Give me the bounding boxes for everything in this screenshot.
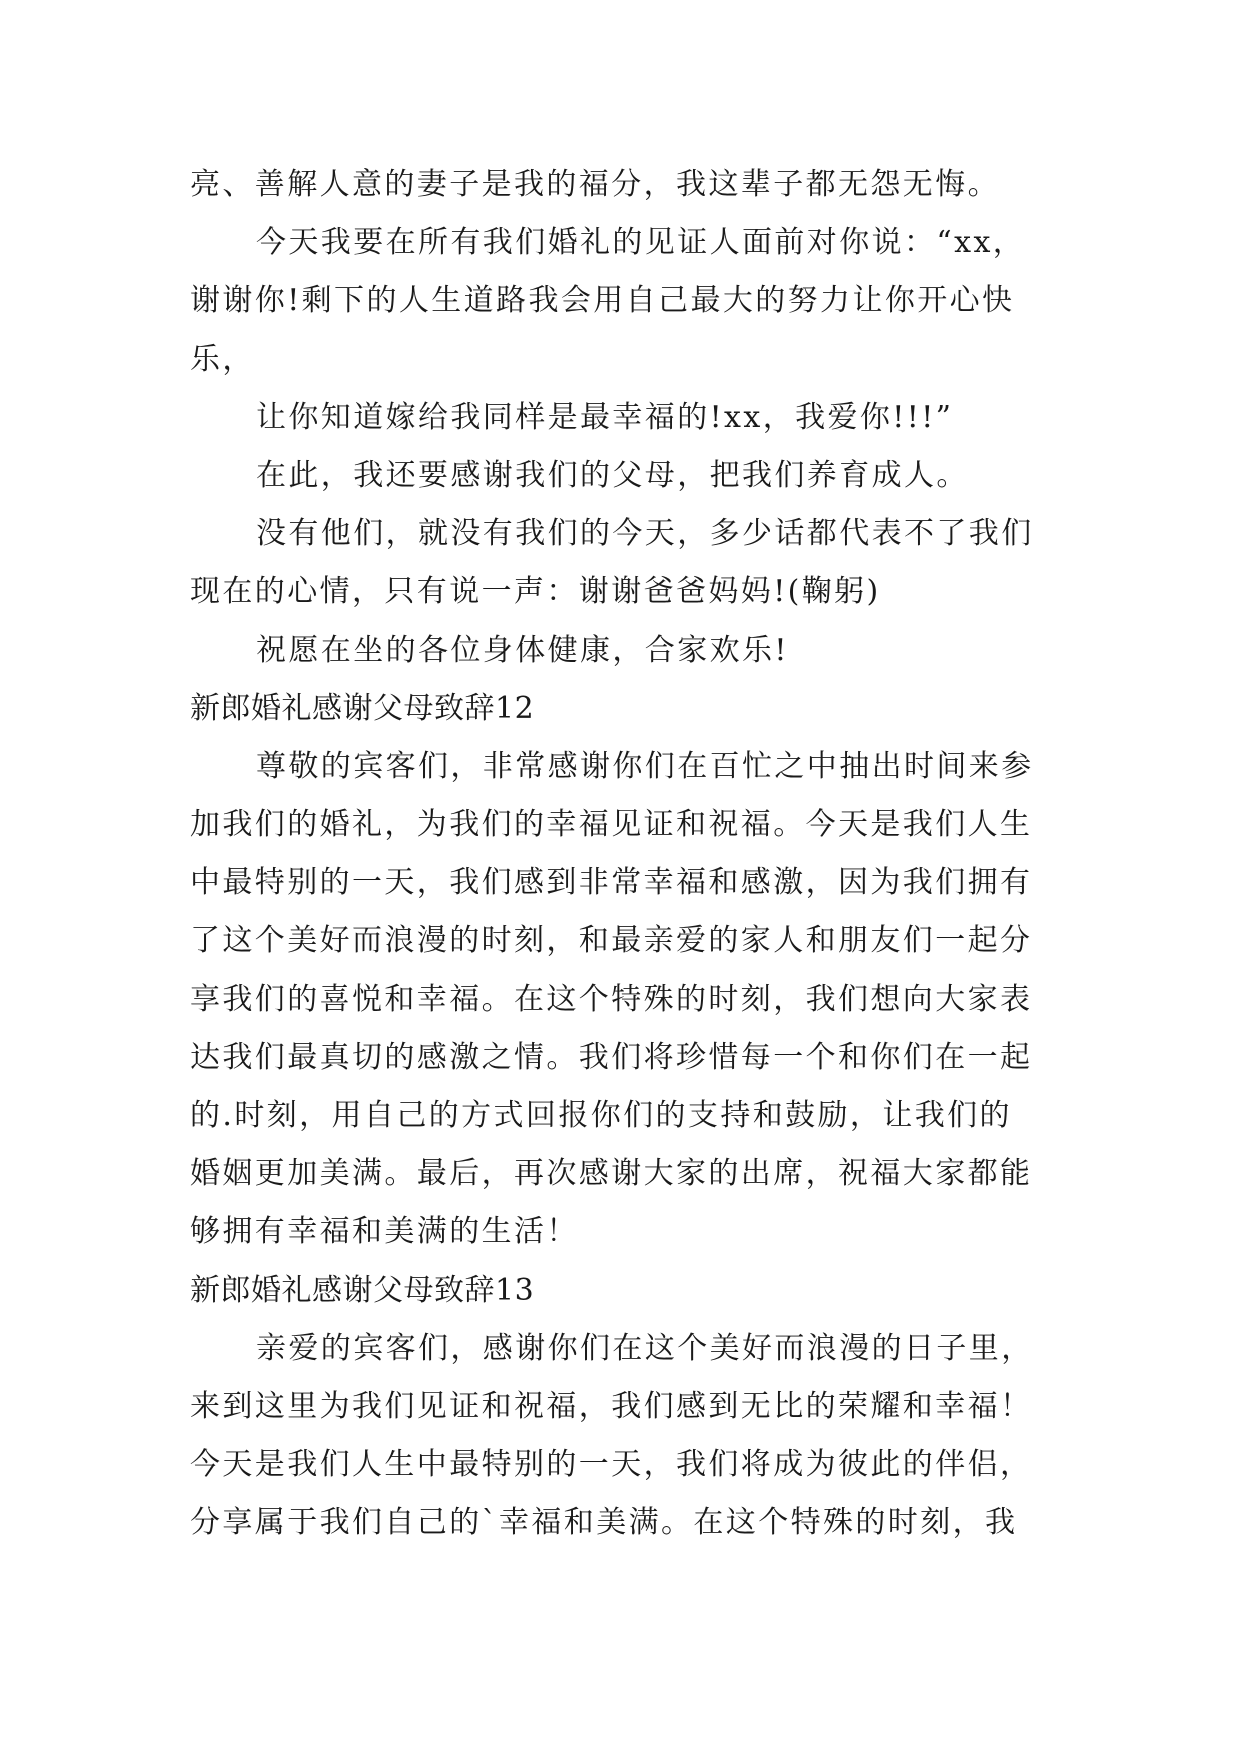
paragraph-line: 中最特别的一天，我们感到非常幸福和感激，因为我们拥有: [190, 865, 1033, 901]
paragraph-line: 祝愿在坐的各位身体健康，合家欢乐!: [256, 632, 789, 668]
section-heading: 新郎婚礼感谢父母致辞13: [190, 1272, 535, 1308]
paragraph-line: 没有他们，就没有我们的今天，多少话都代表不了我们: [256, 516, 1034, 552]
paragraph-line: 在此，我还要感谢我们的父母，把我们养育成人。: [256, 457, 969, 493]
paragraph-line: 来到这里为我们见证和祝福，我们感到无比的荣耀和幸福！: [190, 1388, 1033, 1424]
paragraph-line: 够拥有幸福和美满的生活！: [190, 1214, 579, 1250]
paragraph-line: 达我们最真切的感激之情。我们将珍惜每一个和你们在一起: [190, 1039, 1033, 1075]
paragraph-line: 亲爱的宾客们，感谢你们在这个美好而浪漫的日子里，: [256, 1330, 1034, 1366]
paragraph-line: 分享属于我们自己的`幸福和美满。在这个特殊的时刻，我: [190, 1505, 1018, 1541]
paragraph-line: 加我们的婚礼，为我们的幸福见证和祝福。今天是我们人生: [190, 807, 1033, 843]
paragraph-line: 的.时刻，用自己的方式回报你们的支持和鼓励，让我们的: [190, 1098, 1012, 1133]
paragraph-line: 今天是我们人生中最特别的一天，我们将成为彼此的伴侣，: [190, 1447, 1033, 1483]
section-heading: 新郎婚礼感谢父母致辞12: [190, 690, 535, 726]
document-body: [190, 156, 1050, 1553]
paragraph-line: 让你知道嫁给我同样是最幸福的!xx，我爱你!!!”: [256, 399, 954, 435]
paragraph-line: 今天我要在所有我们婚礼的见证人面前对你说：“xx，: [256, 225, 1026, 261]
paragraph-line: 了这个美好而浪漫的时刻，和最亲爱的家人和朋友们一起分: [190, 923, 1033, 959]
paragraph-line: 乐，: [190, 341, 255, 377]
paragraph-line: 亮、善解人意的妻子是我的福分，我这辈子都无怨无悔。: [190, 167, 1000, 202]
paragraph-line: 谢谢你!剩下的人生道路我会用自己最大的努力让你开心快: [190, 283, 1015, 319]
paragraph-line: 享我们的喜悦和幸福。在这个特殊的时刻，我们想向大家表: [190, 981, 1033, 1017]
paragraph-line: 现在的心情，只有说一声：谢谢爸爸妈妈!(鞠躬): [190, 574, 881, 610]
paragraph-line: 尊敬的宾客们，非常感谢你们在百忙之中抽出时间来参: [256, 748, 1034, 784]
paragraph-line: 婚姻更加美满。最后，再次感谢大家的出席，祝福大家都能: [190, 1156, 1033, 1192]
